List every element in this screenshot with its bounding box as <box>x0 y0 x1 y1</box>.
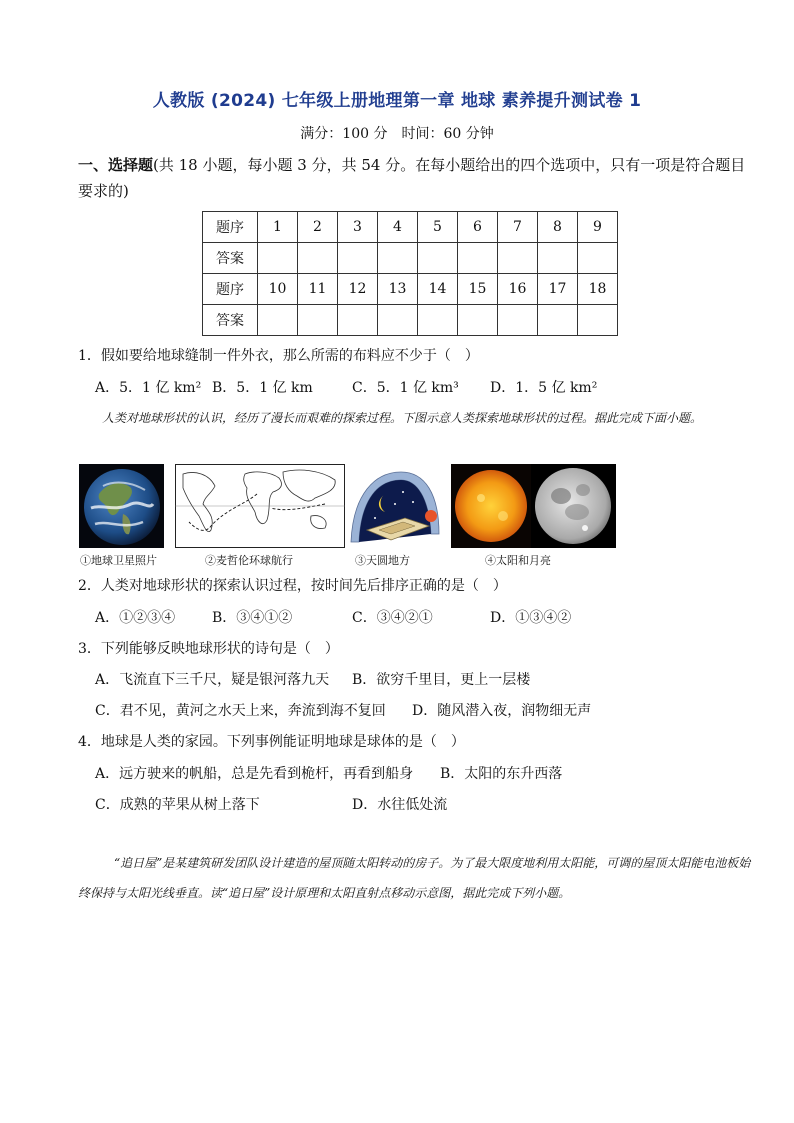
question-number: 14 <box>418 274 458 305</box>
row-label: 答案 <box>203 243 258 274</box>
question-number: 6 <box>458 212 498 243</box>
answer-cell[interactable] <box>458 305 498 336</box>
question-number: 4 <box>378 212 418 243</box>
question-number: 2 <box>298 212 338 243</box>
sun-photo <box>451 464 531 548</box>
section-intro: (共 18 小题，每小题 3 分，共 54 分。在每小题给出的四个选项中，只有一项是符合题目要求的) <box>78 156 746 200</box>
question-2-stem: 2．人类对地球形状的探索认识过程，按时间先后排序正确的是（ ） <box>78 578 507 594</box>
answer-cell[interactable] <box>378 243 418 274</box>
section-heading: 一、选择题 <box>78 156 154 174</box>
question-number: 12 <box>338 274 378 305</box>
question-3-option-c[interactable]: C．君不见，黄河之水天上来，奔流到海不复回 <box>95 703 386 719</box>
answer-cell[interactable] <box>298 305 338 336</box>
magellan-voyage-map <box>175 464 345 548</box>
material-text-2: “追日屋”是某建筑研发团队设计建造的屋顶随太阳转动的房子。为了最大限度地利用太阳能，可调的屋顶太阳能电池板始终保持与太阳光线垂直。读“追日屋”设计原理和太阳直射点移动示意图，据此完成下列小题。 <box>78 856 751 900</box>
figure-caption-4: ④太阳和月亮 <box>485 554 551 567</box>
answer-cell[interactable] <box>538 243 578 274</box>
answer-cell[interactable] <box>418 305 458 336</box>
question-2-option-b[interactable]: B．③④①② <box>212 610 293 626</box>
answer-cell[interactable] <box>538 305 578 336</box>
question-3-stem: 3．下列能够反映地球形状的诗句是（ ） <box>78 641 339 657</box>
figure-strip <box>79 464 619 548</box>
question-2-option-a[interactable]: A．①②③④ <box>95 610 176 626</box>
question-1-stem: 1．假如要给地球缝制一件外衣，那么所需的布料应不少于（ ） <box>78 348 479 364</box>
row-label: 题序 <box>203 212 258 243</box>
question-number: 5 <box>418 212 458 243</box>
question-number: 11 <box>298 274 338 305</box>
answer-cell[interactable] <box>498 305 538 336</box>
answer-cell[interactable] <box>338 305 378 336</box>
question-1-option-a[interactable]: A．5．1 亿 km² <box>95 380 202 396</box>
question-number: 17 <box>538 274 578 305</box>
answer-cell[interactable] <box>258 305 298 336</box>
figure-caption-3: ③天圆地方 <box>355 554 410 567</box>
question-3-option-b[interactable]: B．欲穷千里目，更上一层楼 <box>352 672 531 688</box>
row-label: 答案 <box>203 305 258 336</box>
question-4-option-d[interactable]: D．水往低处流 <box>352 797 448 813</box>
table-row <box>203 212 618 243</box>
answer-cell[interactable] <box>418 243 458 274</box>
answer-cell[interactable] <box>338 243 378 274</box>
question-2-option-c[interactable]: C．③④②① <box>352 610 433 626</box>
question-1-option-c[interactable]: C．5．1 亿 km³ <box>352 380 459 396</box>
exam-subtitle: 满分：100 分 时间：60 分钟 <box>300 126 494 142</box>
question-number: 13 <box>378 274 418 305</box>
question-number: 15 <box>458 274 498 305</box>
question-1-option-d[interactable]: D．1．5 亿 km² <box>490 380 598 396</box>
question-4-stem: 4．地球是人类的家园。下列事例能证明地球是球体的是（ ） <box>78 734 465 750</box>
question-number: 18 <box>578 274 618 305</box>
question-1-option-b[interactable]: B．5．1 亿 km <box>212 380 313 396</box>
question-2-option-d[interactable]: D．①③④② <box>490 610 572 626</box>
sky-dome-diagram <box>345 464 443 548</box>
figure-caption-2: ②麦哲伦环球航行 <box>205 554 293 567</box>
answer-cell[interactable] <box>498 243 538 274</box>
answer-table <box>202 211 618 336</box>
question-number: 16 <box>498 274 538 305</box>
question-number: 1 <box>258 212 298 243</box>
answer-cell[interactable] <box>458 243 498 274</box>
table-row <box>203 243 618 274</box>
question-number: 3 <box>338 212 378 243</box>
question-number: 8 <box>538 212 578 243</box>
question-4-option-b[interactable]: B．太阳的东升西落 <box>440 766 563 782</box>
material-text-1: 人类对地球形状的认识，经历了漫长而艰难的探索过程。下图示意人类探索地球形状的过程。据此完成下面小题。 <box>102 411 703 425</box>
answer-cell[interactable] <box>378 305 418 336</box>
answer-cell[interactable] <box>298 243 338 274</box>
question-number: 7 <box>498 212 538 243</box>
question-3-option-a[interactable]: A．飞流直下三千尺，疑是银河落九天 <box>95 672 330 688</box>
question-4-option-a[interactable]: A．远方驶来的帆船，总是先看到桅杆，再看到船身 <box>95 766 414 782</box>
answer-cell[interactable] <box>578 305 618 336</box>
question-number: 10 <box>258 274 298 305</box>
question-number: 9 <box>578 212 618 243</box>
answer-cell[interactable] <box>578 243 618 274</box>
row-label: 题序 <box>203 274 258 305</box>
earth-satellite-photo <box>79 464 164 548</box>
exam-title: 人教版 (2024) 七年级上册地理第一章 地球 素养提升测试卷 1 <box>152 91 642 111</box>
table-row <box>203 274 618 305</box>
question-3-option-d[interactable]: D．随风潜入夜，润物细无声 <box>412 703 592 719</box>
figure-caption-1: ①地球卫星照片 <box>80 554 157 567</box>
question-4-option-c[interactable]: C．成熟的苹果从树上落下 <box>95 797 260 813</box>
answer-cell[interactable] <box>258 243 298 274</box>
moon-photo <box>531 464 616 548</box>
section-instructions <box>78 152 758 204</box>
table-row <box>203 305 618 336</box>
